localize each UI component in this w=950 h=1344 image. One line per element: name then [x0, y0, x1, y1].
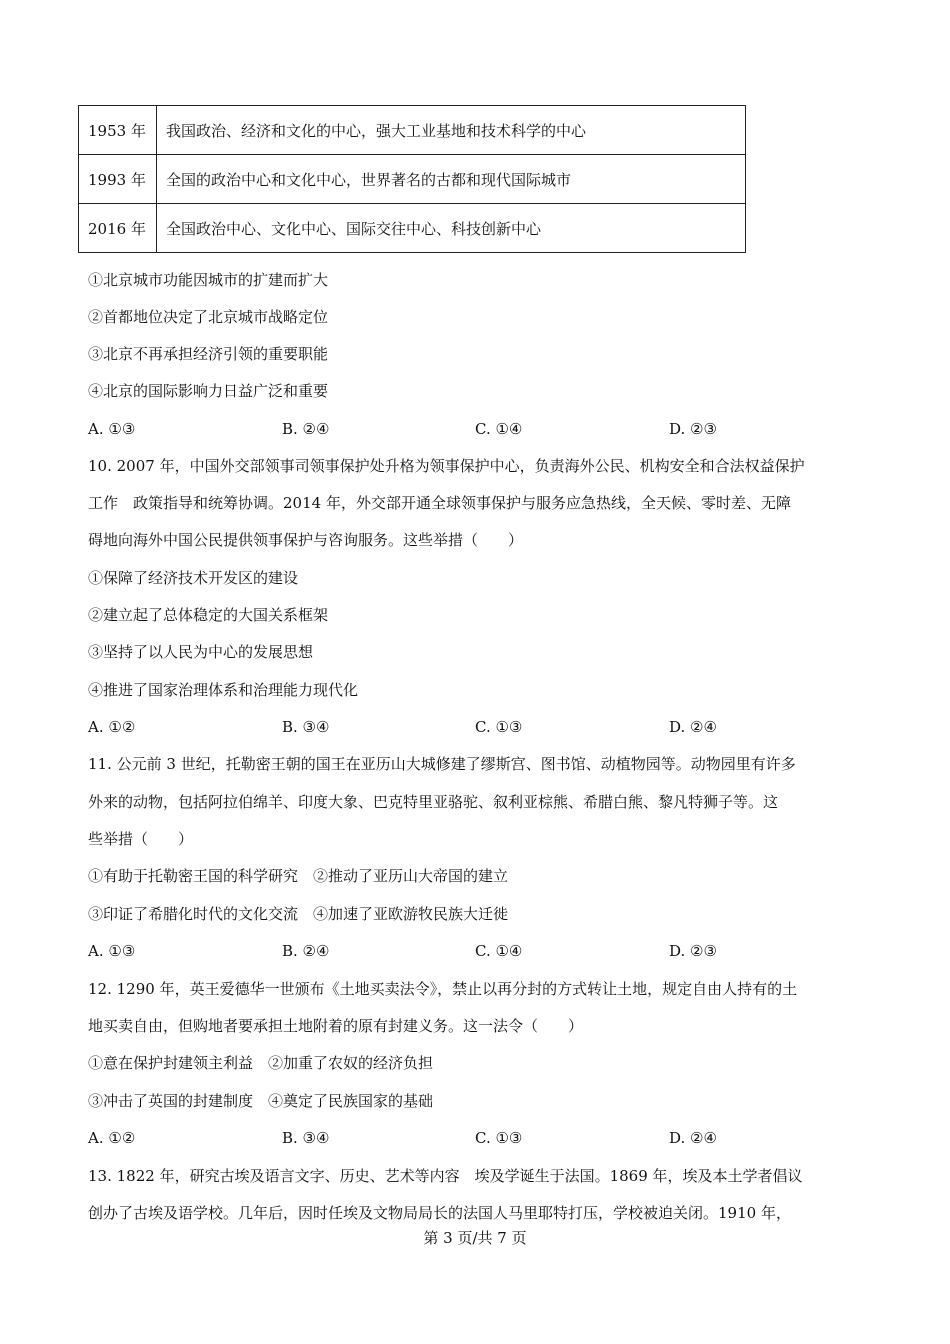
description-cell: 全国的政治中心和文化中心，世界著名的古都和现代国际城市 — [157, 155, 746, 204]
q12-items-line-2: ③冲击了英国的封建制度 ④奠定了民族国家的基础 — [88, 1092, 434, 1110]
option-c[interactable]: C. ①④ — [475, 942, 523, 960]
q10-item-3: ③坚持了以人民为中心的发展思想 — [88, 643, 314, 661]
year-cell: 1953 年 — [79, 106, 157, 155]
table-row — [79, 204, 746, 253]
q9-options — [88, 419, 788, 439]
option-d[interactable]: D. ②④ — [669, 718, 717, 736]
option-b[interactable]: B. ②④ — [282, 942, 330, 960]
q10-options — [88, 717, 788, 737]
year-cell: 2016 年 — [79, 204, 157, 253]
page-number: 第 3 页/共 7 页 — [423, 1229, 527, 1247]
q11-stem-line-2: 外来的动物，包括阿拉伯绵羊、印度大象、巴克特里亚骆驼、叙利亚棕熊、希腊白熊、黎凡特狮子等。这 — [88, 793, 779, 811]
q12-stem-line-2: 地买卖自由，但购地者要承担土地附着的原有封建义务。这一法令（ ） — [88, 1017, 584, 1035]
year-cell: 1993 年 — [79, 155, 157, 204]
q10-stem-line-3: 碍地向海外中国公民提供领事保护与咨询服务。这些举措（ ） — [88, 531, 524, 549]
option-a[interactable]: A. ①② — [88, 718, 136, 736]
q9-item-2: ②首都地位决定了北京城市战略定位 — [88, 308, 329, 326]
q11-items-line-1: ①有助于托勒密王国的科学研究 ②推动了亚历山大帝国的建立 — [88, 867, 509, 885]
option-c[interactable]: C. ①③ — [475, 1129, 523, 1147]
option-c[interactable]: C. ①④ — [475, 420, 523, 438]
option-d[interactable]: D. ②③ — [669, 420, 717, 438]
q10-item-1: ①保障了经济技术开发区的建设 — [88, 569, 299, 587]
option-c[interactable]: C. ①③ — [475, 718, 523, 736]
q10-item-2: ②建立起了总体稳定的大国关系框架 — [88, 606, 329, 624]
option-b[interactable]: B. ③④ — [282, 1129, 330, 1147]
q13-stem-line-1: 13. 1822 年，研究古埃及语言文字、历史、艺术等内容 埃及学诞生于法国。1869 年，埃及本土学者倡议 — [88, 1167, 803, 1185]
q10-item-4: ④推进了国家治理体系和治理能力现代化 — [88, 681, 359, 699]
q12-options — [88, 1128, 788, 1148]
q11-stem-line-1: 11. 公元前 3 世纪，托勒密王朝的国王在亚历山大城修建了缪斯宫、图书馆、动植物园等。动物园里有许多 — [88, 755, 796, 773]
q9-item-4: ④北京的国际影响力日益广泛和重要 — [88, 382, 329, 400]
description-cell: 我国政治、经济和文化的中心，强大工业基地和技术科学的中心 — [157, 106, 746, 155]
q12-stem-line-1: 12. 1290 年，英王爱德华一世颁布《土地买卖法令》，禁止以再分封的方式转让土地，规定自由人持有的土 — [88, 980, 798, 998]
q12-items-line-1: ①意在保护封建领主利益 ②加重了农奴的经济负担 — [88, 1054, 434, 1072]
option-d[interactable]: D. ②④ — [669, 1129, 717, 1147]
q11-items-line-2: ③印证了希腊化时代的文化交流 ④加速了亚欧游牧民族大迁徙 — [88, 905, 509, 923]
option-a[interactable]: A. ①③ — [88, 420, 136, 438]
q9-item-1: ①北京城市功能因城市的扩建而扩大 — [88, 271, 329, 289]
option-a[interactable]: A. ①③ — [88, 942, 136, 960]
q10-stem-line-2: 工作 政策指导和统筹协调。2014 年，外交部开通全球领事保护与服务应急热线，全天候、零时差、无障 — [88, 494, 791, 512]
q10-stem-line-1: 10. 2007 年，中国外交部领事司领事保护处升格为领事保护中心，负责海外公民、机构安全和合法权益保护 — [88, 457, 805, 475]
option-b[interactable]: B. ②④ — [282, 420, 330, 438]
city-positioning-table — [78, 105, 746, 253]
option-a[interactable]: A. ①② — [88, 1129, 136, 1147]
table-row — [79, 106, 746, 155]
q9-item-3: ③北京不再承担经济引领的重要职能 — [88, 345, 329, 363]
description-cell: 全国政治中心、文化中心、国际交往中心、科技创新中心 — [157, 204, 746, 253]
q11-stem-line-3: 些举措（ ） — [88, 830, 194, 848]
q11-options — [88, 941, 788, 961]
option-b[interactable]: B. ③④ — [282, 718, 330, 736]
q13-stem-line-2: 创办了古埃及语学校。几年后，因时任埃及文物局局长的法国人马里耶特打压，学校被迫关闭。1910 年， — [88, 1204, 791, 1222]
table-row — [79, 155, 746, 204]
option-d[interactable]: D. ②③ — [669, 942, 717, 960]
